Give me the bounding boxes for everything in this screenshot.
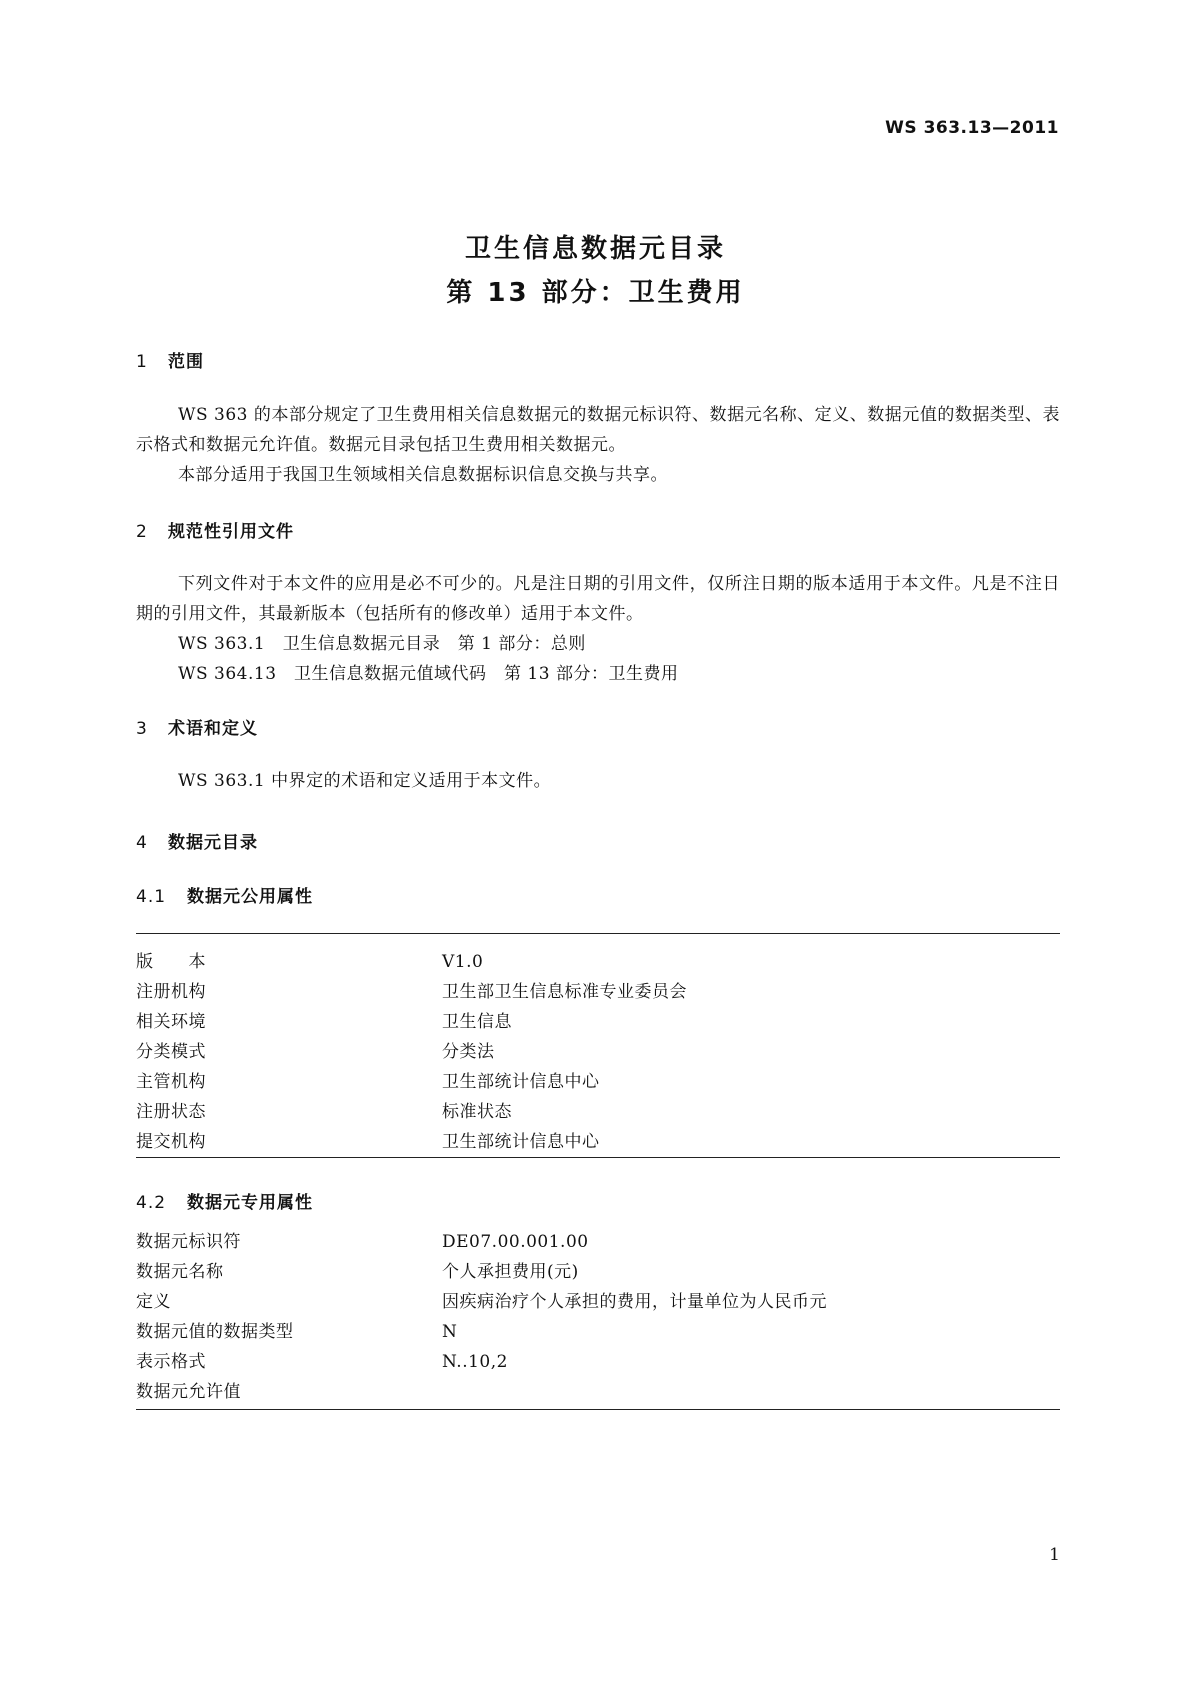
attribute-name: 主管机构 <box>136 1072 206 1092</box>
paragraph: WS 363.1 中界定的术语和定义适用于本文件。 <box>178 771 552 791</box>
section-title: 数据元目录 <box>168 833 258 853</box>
table-row <box>136 1227 1060 1257</box>
attribute-value: V1.0 <box>442 952 484 972</box>
table-row <box>136 1127 1060 1157</box>
section-2-body <box>136 569 1060 689</box>
table-row <box>136 1037 1060 1067</box>
common-attributes-table <box>136 947 1060 1157</box>
attribute-value: 因疾病治疗个人承担的费用，计量单位为人民币元 <box>442 1292 827 1312</box>
attribute-name: 注册状态 <box>136 1102 206 1122</box>
attribute-name: 表示格式 <box>136 1352 206 1372</box>
attribute-name: 数据元值的数据类型 <box>136 1322 294 1342</box>
table-row <box>136 977 1060 1007</box>
table-top-rule <box>136 933 1060 934</box>
section-3-body <box>136 766 1060 796</box>
section-title: 范围 <box>168 352 204 372</box>
attribute-name: 相关环境 <box>136 1012 206 1032</box>
paragraph: WS 363 的本部分规定了卫生费用相关信息数据元的数据元标识符、数据元名称、定义、数据元值的数据类型、表示格式和数据元允许值。数据元目录包括卫生费用相关数据元。 <box>136 405 1060 455</box>
section-number: 4.1 <box>136 887 167 907</box>
attribute-value <box>442 1377 1060 1407</box>
table-row <box>136 1287 1060 1317</box>
table-bottom-rule <box>136 1157 1060 1158</box>
attribute-name: 数据元名称 <box>136 1262 224 1282</box>
attribute-value: DE07.00.001.00 <box>442 1232 589 1252</box>
attribute-name: 分类模式 <box>136 1042 206 1062</box>
attribute-value: 卫生部统计信息中心 <box>442 1072 600 1092</box>
table-row <box>136 947 1060 977</box>
section-number: 2 <box>136 522 148 542</box>
specific-attributes-table <box>136 1227 1060 1407</box>
table-row <box>136 1377 1060 1407</box>
table-row <box>136 1097 1060 1127</box>
attribute-value: 卫生信息 <box>442 1012 512 1032</box>
paragraph: 下列文件对于本文件的应用是必不可少的。凡是注日期的引用文件，仅所注日期的版本适用于本文件。凡是不注日期的引用文件，其最新版本（包括所有的修改单）适用于本文件。 <box>136 574 1060 624</box>
paragraph: 本部分适用于我国卫生领域相关信息数据标识信息交换与共享。 <box>178 465 668 485</box>
section-2-heading <box>136 517 294 542</box>
page-number: 1 <box>1049 1545 1060 1565</box>
attribute-value: 卫生部卫生信息标准专业委员会 <box>442 982 687 1002</box>
section-4-1-heading <box>136 882 313 907</box>
section-1-body <box>136 400 1060 490</box>
reference-item: WS 364.13 卫生信息数据元值域代码 第 13 部分：卫生费用 <box>178 664 679 684</box>
attribute-name: 提交机构 <box>136 1132 206 1152</box>
document-subtitle: 第 13 部分：卫生费用 <box>446 278 745 308</box>
reference-item: WS 363.1 卫生信息数据元目录 第 1 部分：总则 <box>178 634 586 654</box>
section-number: 1 <box>136 352 148 372</box>
section-number: 4 <box>136 833 148 853</box>
section-title: 术语和定义 <box>168 719 258 739</box>
attribute-value: N..10,2 <box>442 1352 508 1372</box>
attribute-value: 标准状态 <box>442 1102 512 1122</box>
table-row <box>136 1257 1060 1287</box>
table-row <box>136 1317 1060 1347</box>
table-bottom-rule <box>136 1409 1060 1410</box>
table-row <box>136 1067 1060 1097</box>
section-title: 规范性引用文件 <box>168 522 294 542</box>
section-number: 4.2 <box>136 1193 167 1213</box>
table-row <box>136 1007 1060 1037</box>
section-1-heading <box>136 347 204 372</box>
attribute-name: 数据元允许值 <box>136 1382 241 1402</box>
section-title: 数据元专用属性 <box>187 1193 313 1213</box>
table-row <box>136 1347 1060 1377</box>
section-3-heading <box>136 714 258 739</box>
attribute-name: 数据元标识符 <box>136 1232 241 1252</box>
attribute-value: N <box>442 1322 458 1342</box>
attribute-value: 卫生部统计信息中心 <box>442 1132 600 1152</box>
section-4-heading <box>136 828 258 853</box>
attribute-name: 定义 <box>136 1292 171 1312</box>
attribute-name: 注册机构 <box>136 982 206 1002</box>
document-title: 卫生信息数据元目录 <box>464 234 726 264</box>
section-number: 3 <box>136 719 148 739</box>
attribute-name: 版 本 <box>136 952 206 972</box>
section-4-2-heading <box>136 1188 313 1213</box>
attribute-value: 个人承担费用(元) <box>442 1262 579 1282</box>
attribute-value: 分类法 <box>442 1042 495 1062</box>
document-number: WS 363.13—2011 <box>885 118 1059 138</box>
section-title: 数据元公用属性 <box>187 887 313 907</box>
